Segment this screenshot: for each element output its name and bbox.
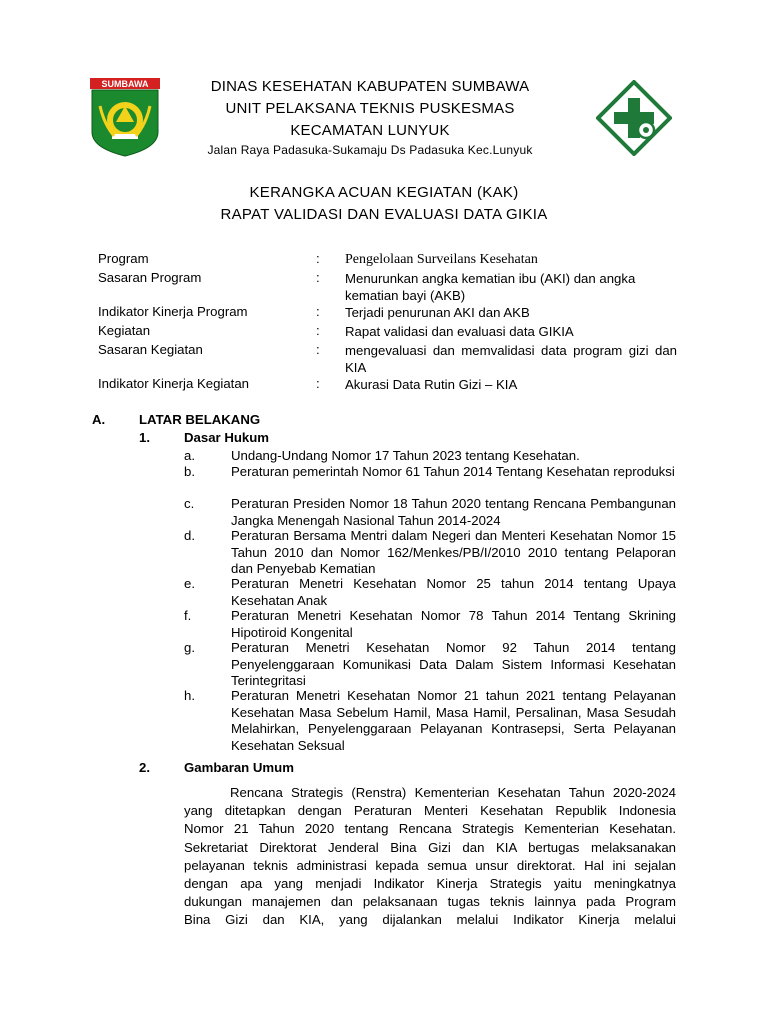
- indikator-kegiatan-label: Indikator Kinerja Kegiatan: [98, 376, 250, 391]
- kegiatan-value: Rapat validasi dan evaluasi data GIKIA: [345, 324, 574, 339]
- sasaran-kegiatan-value: mengevaluasi dan memvalidasi data program gizi dan KIA: [345, 343, 677, 375]
- sub2-marker: 2.: [139, 760, 150, 775]
- program-label: Program: [98, 251, 149, 266]
- document-page: SUMBAWA DINAS KESEHATAN KABUPATEN SUMBAWA UNIT PELAKSANA TEKNIS PUSKESMAS KECAMATAN LUNYUK Jalan Raya Padasuka-Sukamaju Ds Padasuka Kec.Lunyuk KERANGKA ACUAN KEGIATAN (KAK) RAPAT VALIDASI DAN EVALUASI DATA GIKIA Program : Pengelolaan Surveilans Kesehatan Sasaran Program : Menurunkan angka kematian ibu (AKI) dan angka kematian bayi (AKB) Indikator Kinerja Program : Terjadi penurunan AKI dan AKB Kegiatan : Rapat validasi dan evaluasi data GIKIA Sasaran Kegiatan : mengevaluasi dan memvalidasi data program gizi dan KIA Indikator Kinerja Kegiatan : Akurasi Data Rutin Gizi – KIA A. LATAR BELAKANG 1. Dasar Hukum a. Undang-Undang Nomor 17 Tahun 2023 tentang Kesehatan. b. Peraturan pemerintah Nomor 61 Tahun 2014 Tentang Kesehatan reproduksi c. Peraturan Presiden Nomor 18 Tahun 2020 tentang Rencana Pembangunan Jangka Menengah Nasional Tahun 2014-2024 d. Peraturan Bersama Mentri dalam Negeri dan Menteri Kesehatan Nomor 15 Tahun 2010 dan Nomor 162/Menkes/PB/I/2010 2010 tentang Pelaporan dan Penyebab Kematian e. Peraturan Menetri Kesehatan Nomor 25 tahun 2014 tentang Upaya Kesehatan Anak f. Peraturan Menetri Kesehatan Nomor 78 Tahun 2014 Tentang Skrining Hipotiroid Kongenital g. Peraturan Menetri Kesehatan Nomor 92 Tahun 2014 tentang Penyelenggaraan Komunikasi Data Dalam Sistem Informasi Kesehatan Terintegritasi h. Peraturan Menetri Kesehatan Nomor 21 tahun 2021 tentang Pelayanan Kesehatan Masa Sebelum Hamil, Masa Hamil, Persalinan, Masa Sesudah Melahirkan, Penyelenggaraan Pelayanan Kontrasepsi, Serta Pelayanan Kesehatan Seksual 2. Gambaran Umum Rencana Strategis (Renstra) Kementerian Kesehatan Tahun 2020-2024 yang ditetapkan dengan Peraturan Menteri Kesehatan Republik Indonesia Nomor 21 Tahun 2020 tentang Rencana Strategis Kementerian Kesehatan. Sekretariat Direktorat Jenderal Bina Gizi dan KIA bertugas melaksanakan pelayanan teknis administrasi kepada semua unsur direktorat. Hal ini sejalan dengan apa yang menjadi Indikator Kinerja Strategis yaitu meningkatnya dukungan manajemen dan pelaksanaan tugas teknis lainnya pada Program Bina Gizi dan KIA, yang dijalankan melalui Indikator Kinerja melalui: [0, 0, 768, 1024]
- program-value: Pengelolaan Surveilans Kesehatan: [345, 252, 538, 267]
- section-a-title: LATAR BELAKANG: [139, 412, 261, 427]
- indikator-program-value: Terjadi penurunan AKI dan AKB: [345, 305, 530, 320]
- sub1-marker: 1.: [139, 430, 150, 445]
- header-address: Jalan Raya Padasuka-Sukamaju Ds Padasuka Kec.Lunyuk: [207, 143, 533, 157]
- colon: :: [316, 304, 320, 319]
- header-unit: UNIT PELAKSANA TEKNIS PUSKESMAS: [225, 100, 515, 117]
- sumbawa-emblem-logo: [88, 76, 162, 158]
- header-district: KECAMATAN LUNYUK: [290, 122, 450, 139]
- kegiatan-label: Kegiatan: [98, 323, 151, 338]
- puskesmas-logo: [596, 80, 672, 156]
- colon: :: [316, 251, 320, 266]
- sumbawa-label: SUMBAWA: [101, 79, 149, 89]
- colon: :: [316, 342, 320, 357]
- indikator-program-label: Indikator Kinerja Program: [98, 304, 248, 319]
- colon: :: [316, 323, 320, 338]
- sasaran-program-value: Menurunkan angka kematian ibu (AKI) dan angka kematian bayi (AKB): [345, 271, 636, 303]
- gambaran-umum-paragraph: Rencana Strategis (Renstra) Kementerian Kesehatan Tahun 2020-2024 yang ditetapkan dengan Peraturan Menteri Kesehatan Republik Indonesia Nomor 21 Tahun 2020 tentang Rencana Strategis Kementerian Kesehatan. Sekretariat Direktorat Jenderal Bina Gizi dan KIA bertugas melaksanakan pelayanan teknis administrasi kepada semua unsur direktorat. Hal ini sejalan dengan apa yang menjadi Indikator Kinerja Strategis yaitu meningkatnya dukungan manajemen dan pelaksanaan tugas teknis lainnya pada Program Bina Gizi dan KIA, yang dijalankan melalui Indikator Kinerja melalui: [184, 785, 676, 928]
- colon: :: [316, 270, 320, 285]
- sub1-title: Dasar Hukum: [184, 430, 270, 445]
- sasaran-program-label: Sasaran Program: [98, 270, 202, 285]
- colon: :: [316, 376, 320, 391]
- section-a-marker: A.: [92, 412, 106, 427]
- sub2-title: Gambaran Umum: [184, 760, 294, 775]
- document-subtitle: RAPAT VALIDASI DAN EVALUASI DATA GIKIA: [220, 206, 548, 223]
- header-agency: DINAS KESEHATAN KABUPATEN SUMBAWA: [210, 78, 530, 95]
- sasaran-kegiatan-label: Sasaran Kegiatan: [98, 342, 203, 357]
- document-title: KERANGKA ACUAN KEGIATAN (KAK): [249, 184, 519, 201]
- indikator-kegiatan-value: Akurasi Data Rutin Gizi – KIA: [345, 377, 518, 392]
